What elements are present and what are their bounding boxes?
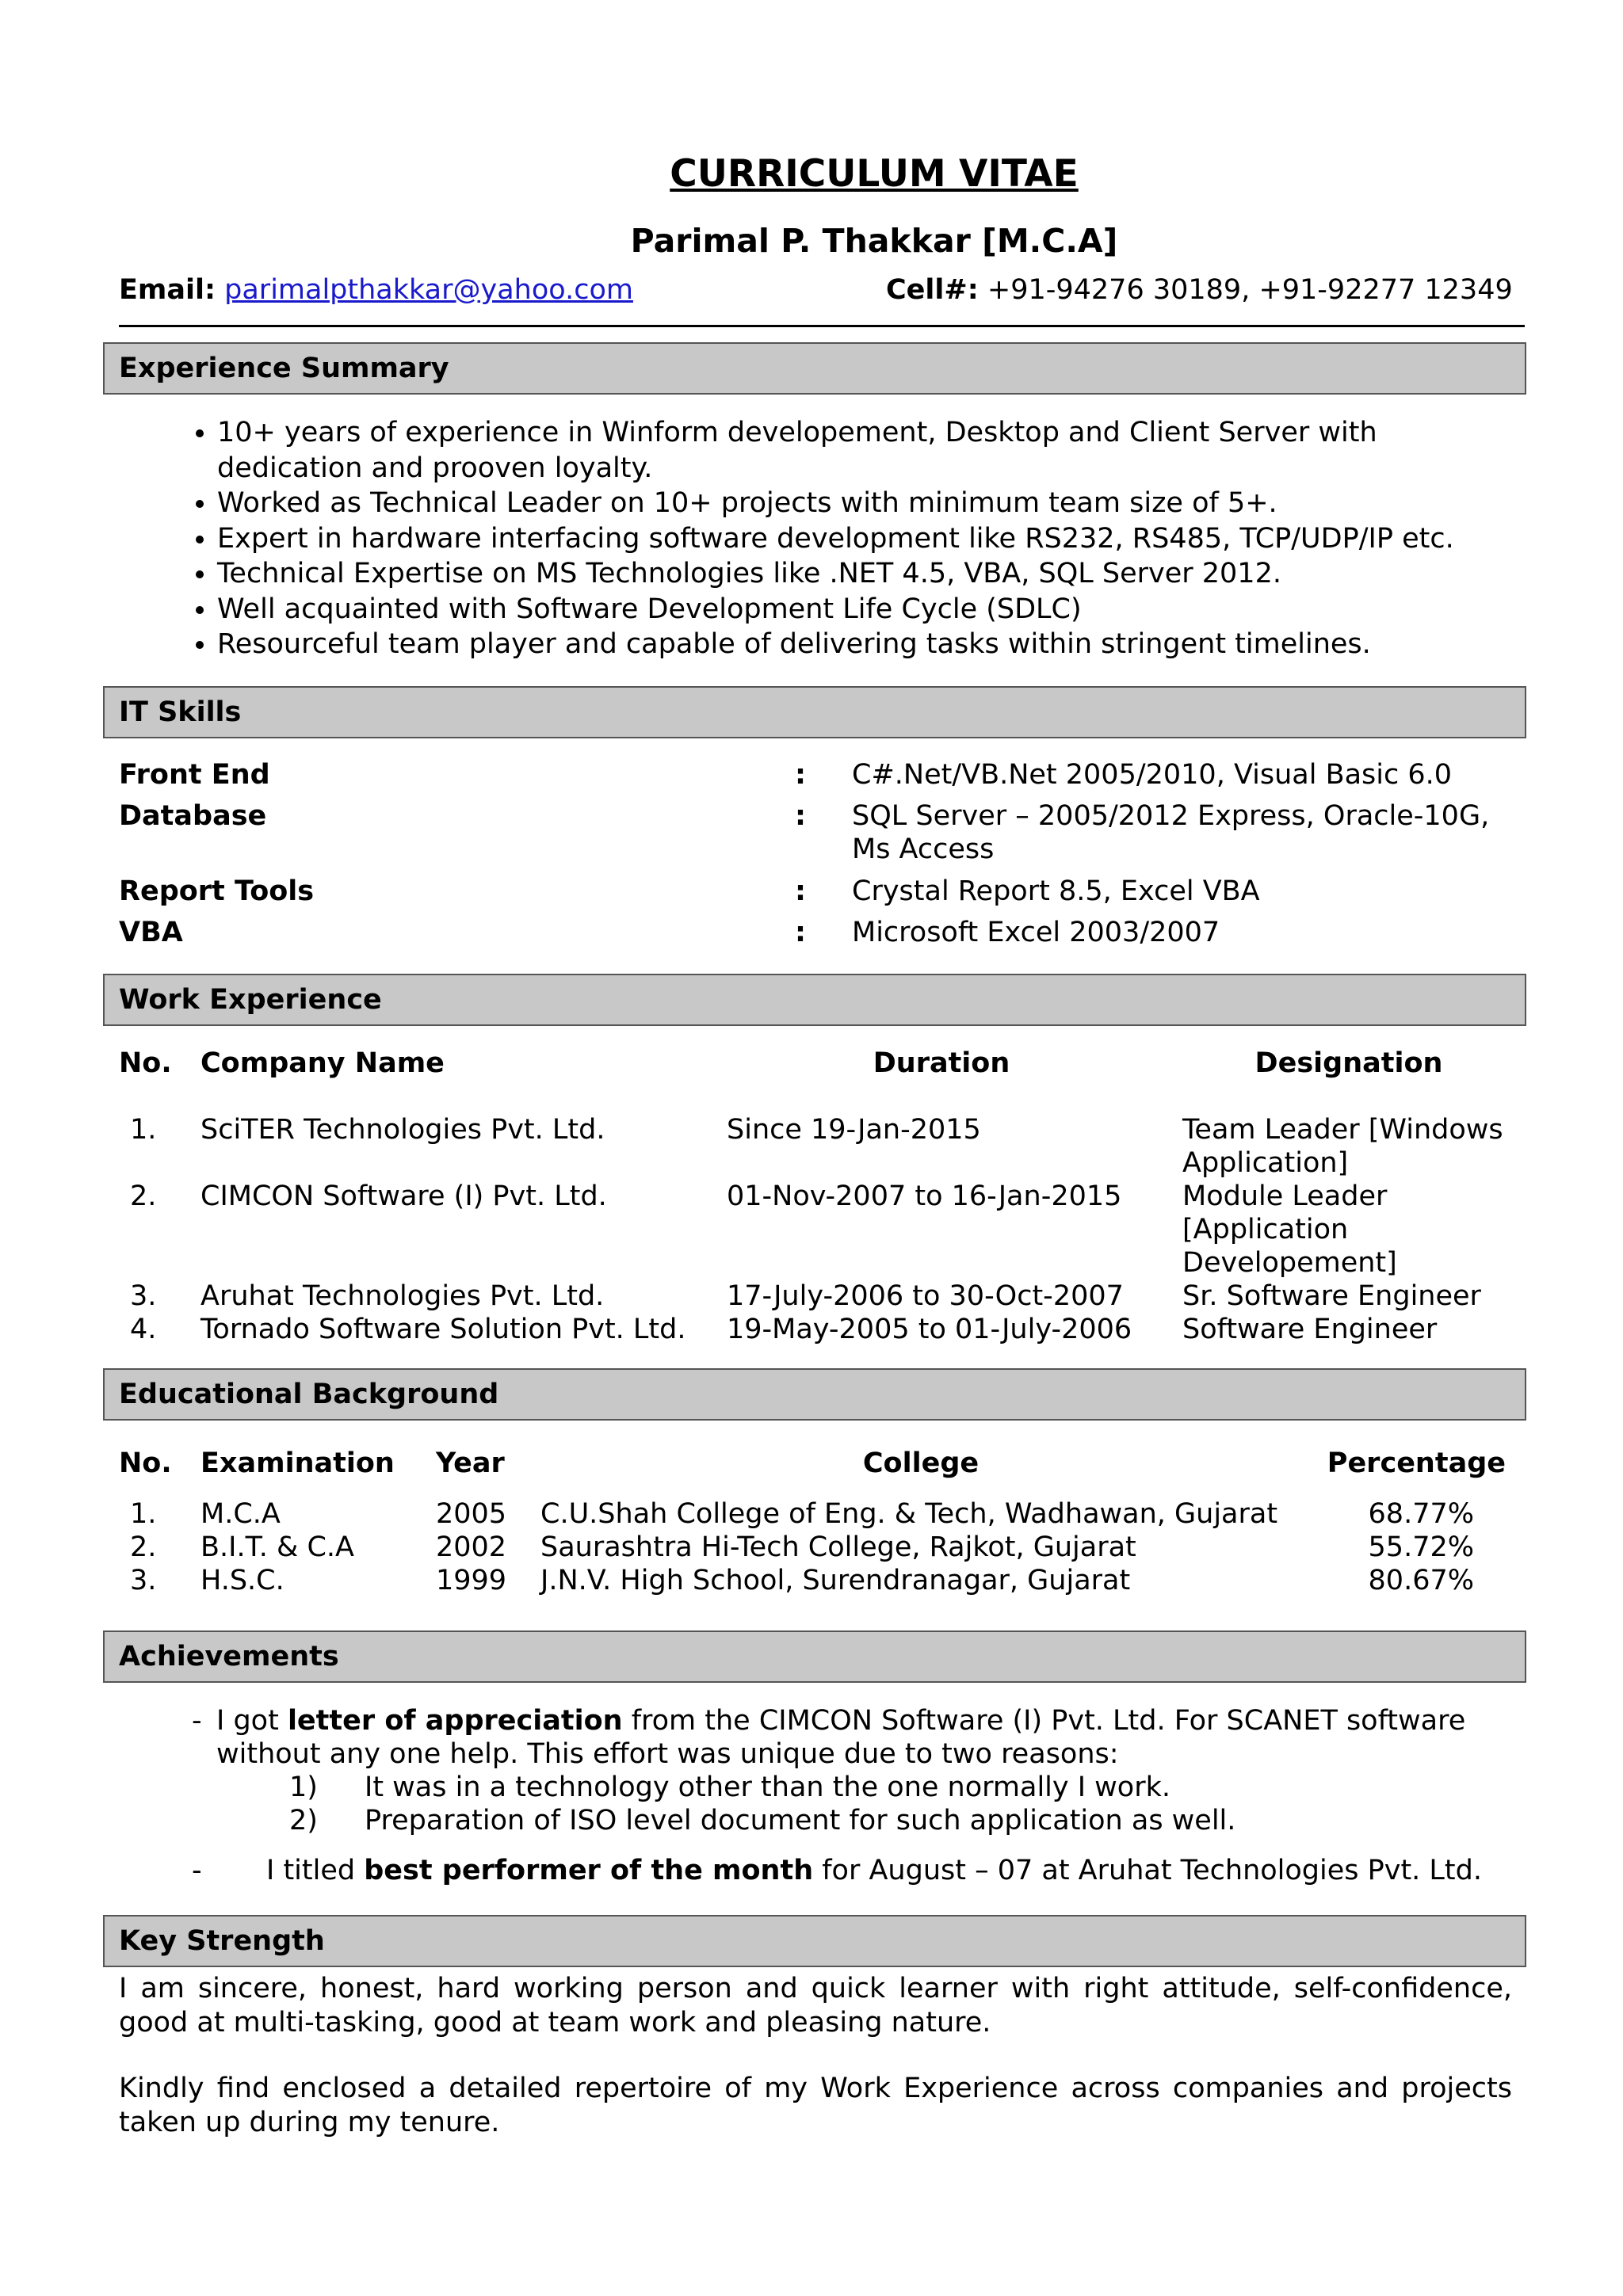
section-header-key-strength: [103, 1915, 1526, 1967]
skill-value: Microsoft Excel 2003/2007: [852, 917, 1220, 948]
reason-text: Preparation of ISO level document for such application as well.: [365, 1805, 1236, 1836]
closing-paragraph: Kindly find enclosed a detailed repertoire of my Work Experience across companies and projects taken up during my tenure.: [119, 2073, 1512, 2138]
header-divider: [119, 325, 1525, 327]
designation: Team Leader [Windows: [1182, 1114, 1503, 1146]
experience-summary-list: [182, 415, 1469, 662]
skill-value: C#.Net/VB.Net 2005/2010, Visual Basic 6.0: [852, 759, 1453, 791]
duration: 17-July-2006 to 30-Oct-2007: [727, 1280, 1124, 1312]
skill-value-continued: Ms Access: [852, 833, 995, 865]
section-title: Experience Summary: [119, 353, 449, 384]
key-strength-paragraph: I am sincere, honest, hard working person and quick learner with right attitude, self-confidence, good at multi-tasking, good at team work and pleasing nature.: [119, 1973, 1512, 2039]
list-item: • Well acquainted with Software Development Life Cycle (SDLC): [217, 592, 1469, 627]
designation-continued: [Application: [1182, 1214, 1349, 1245]
examination: M.C.A: [200, 1498, 281, 1530]
company-name: Aruhat Technologies Pvt. Ltd.: [200, 1280, 605, 1312]
column-header: Duration: [873, 1047, 1010, 1079]
list-item: • Expert in hardware interfacing software development like RS232, RS485, TCP/UDP/IP etc.: [217, 521, 1469, 557]
achievement-highlight: best performer of the month: [364, 1855, 814, 1886]
designation: Software Engineer: [1182, 1314, 1438, 1345]
achievement-highlight: letter of appreciation: [287, 1705, 623, 1737]
achievement-item-continued: without any one help. This effort was unique due to two reasons:: [216, 1738, 1119, 1770]
section-header-work-experience: [103, 974, 1526, 1026]
section-header-experience-summary: [103, 342, 1526, 395]
email-link[interactable]: parimalpthakkar@yahoo.com: [224, 274, 633, 306]
percentage: 68.77%: [1368, 1498, 1474, 1530]
achievement-text: I got: [216, 1705, 288, 1737]
column-header: No.: [119, 1047, 172, 1079]
skill-separator: :: [795, 917, 806, 948]
document-title: CURRICULUM VITAE: [670, 152, 1079, 196]
reason-number: 2): [289, 1805, 318, 1836]
duration: 01-Nov-2007 to 16-Jan-2015: [727, 1180, 1122, 1212]
skill-label: Front End: [119, 759, 270, 791]
percentage: 80.67%: [1368, 1565, 1474, 1596]
column-header: Designation: [1254, 1047, 1443, 1079]
achievement-text: I titled: [266, 1855, 365, 1886]
year: 2002: [436, 1531, 507, 1563]
section-title: Achievements: [119, 1641, 339, 1672]
achievement-text: for August – 07 at Aruhat Technologies Pvt. Ltd.: [813, 1855, 1482, 1886]
column-header: Company Name: [200, 1047, 445, 1079]
examination: H.S.C.: [200, 1565, 285, 1596]
skill-value: Crystal Report 8.5, Excel VBA: [852, 875, 1260, 907]
designation-continued: Application]: [1182, 1147, 1349, 1179]
skill-label: Report Tools: [119, 875, 315, 907]
college: Saurashtra Hi-Tech College, Rajkot, Gujarat: [540, 1531, 1136, 1563]
skill-separator: :: [795, 759, 806, 791]
year: 1999: [436, 1565, 507, 1596]
dash-marker: -: [192, 1855, 202, 1886]
designation: Sr. Software Engineer: [1182, 1280, 1481, 1312]
skill-value: SQL Server – 2005/2012 Express, Oracle-10G,: [852, 800, 1490, 832]
cell-label: Cell#:: [886, 274, 979, 306]
skill-separator: :: [795, 875, 806, 907]
skill-label: Database: [119, 800, 267, 832]
section-header-achievements: [103, 1630, 1526, 1683]
section-title: Work Experience: [119, 984, 382, 1016]
designation: Module Leader: [1182, 1180, 1388, 1212]
row-number: 4.: [130, 1314, 157, 1345]
email-label: Email:: [119, 274, 216, 306]
section-title: IT Skills: [119, 696, 242, 728]
company-name: SciTER Technologies Pvt. Ltd.: [200, 1114, 605, 1146]
list-item: • Technical Expertise on MS Technologies like .NET 4.5, VBA, SQL Server 2012.: [217, 556, 1469, 592]
cell-line: [886, 273, 1513, 307]
achievement-text: from the CIMCON Software (I) Pvt. Ltd. For SCANET software: [622, 1705, 1466, 1737]
row-number: 3.: [130, 1280, 157, 1312]
duration: 19-May-2005 to 01-July-2006: [727, 1314, 1132, 1345]
column-header: Percentage: [1327, 1447, 1506, 1479]
percentage: 55.72%: [1368, 1531, 1474, 1563]
duration: Since 19-Jan-2015: [727, 1114, 981, 1146]
reason-text: It was in a technology other than the one normally I work.: [365, 1772, 1170, 1803]
email-line: [119, 273, 633, 307]
designation-continued: Developement]: [1182, 1247, 1397, 1279]
section-title: Key Strength: [119, 1925, 325, 1957]
list-item: • Worked as Technical Leader on 10+ projects with minimum team size of 5+.: [217, 486, 1469, 521]
section-title: Educational Background: [119, 1379, 499, 1410]
achievement-item: [216, 1704, 1465, 1738]
company-name: CIMCON Software (I) Pvt. Ltd.: [200, 1180, 607, 1212]
college: C.U.Shah College of Eng. & Tech, Wadhawan, Gujarat: [540, 1498, 1278, 1530]
year: 2005: [436, 1498, 507, 1530]
section-header-education: [103, 1368, 1526, 1421]
examination: B.I.T. & C.A: [200, 1531, 354, 1563]
skill-label: VBA: [119, 917, 183, 948]
column-header: College: [862, 1447, 980, 1479]
column-header: Year: [436, 1447, 505, 1479]
column-header: No.: [119, 1447, 172, 1479]
list-item: • 10+ years of experience in Winform developement, Desktop and Client Server with dedication and prooven loyalty.: [217, 415, 1469, 486]
column-header: Examination: [200, 1447, 395, 1479]
section-header-it-skills: [103, 686, 1526, 738]
dash-marker: -: [192, 1705, 202, 1737]
company-name: Tornado Software Solution Pvt. Ltd.: [200, 1314, 686, 1345]
achievement-item: [266, 1854, 1482, 1888]
candidate-name: Parimal P. Thakkar [M.C.A]: [630, 222, 1118, 260]
skill-separator: :: [795, 800, 806, 832]
reason-number: 1): [289, 1772, 318, 1803]
college: J.N.V. High School, Surendranagar, Gujarat: [540, 1565, 1131, 1596]
list-item: • Resourceful team player and capable of delivering tasks within stringent timelines.: [217, 627, 1469, 662]
row-number: 1.: [130, 1498, 157, 1530]
row-number: 2.: [130, 1531, 157, 1563]
row-number: 1.: [130, 1114, 157, 1146]
cell-numbers: +91-94276 30189, +91-92277 12349: [987, 274, 1513, 306]
row-number: 3.: [130, 1565, 157, 1596]
row-number: 2.: [130, 1180, 157, 1212]
